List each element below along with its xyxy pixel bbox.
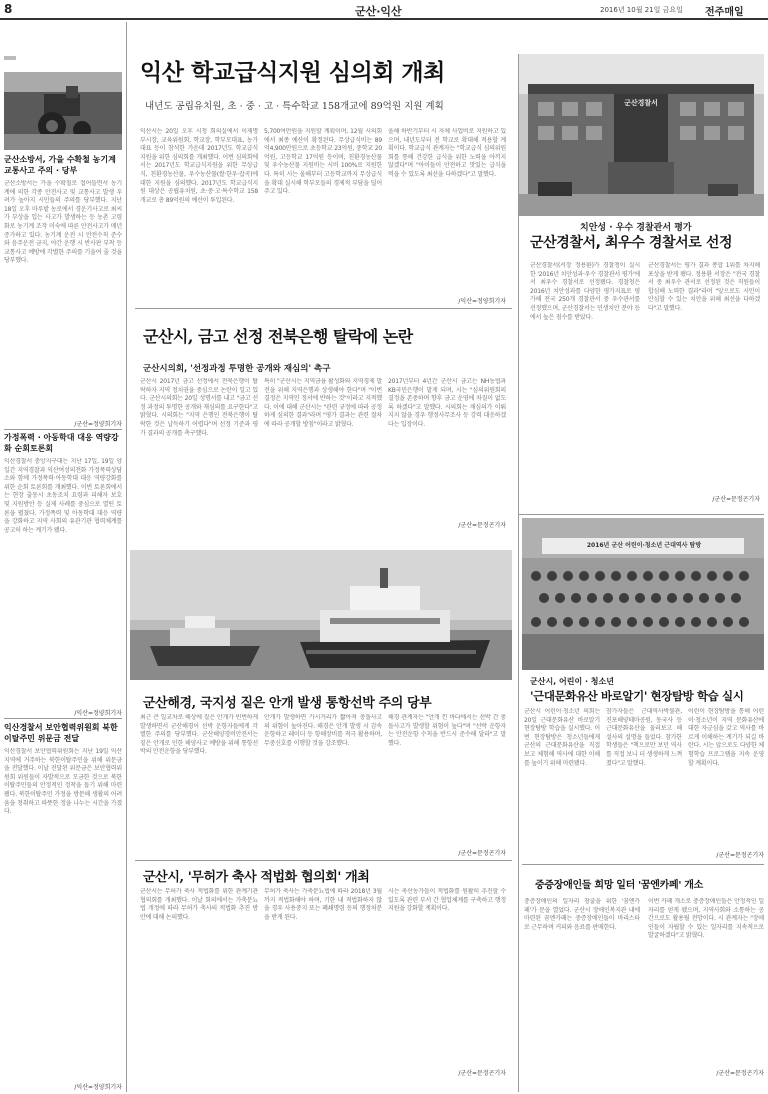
cafe-headline: 중증장애인들 희망 일터 '꿈엔카페' 개소 [535,880,704,891]
police-kicker: 치안성 · 우수 경찰관서 평가 [580,223,692,233]
heritage-divider [522,864,764,865]
lead-body-col3: 올해 하반기부터 시 자체 사업비로 지원하고 있으며, 내년도부터 전 학교로 확대해 적용할 계획이다. 학교급식 관계자는 "학교급식 심의위원회를 통해 건강한 급식을 위한 노력을 아끼지 않겠다"며 "아이들이 안전하고 맛있는 급식을 먹을 수 있도록 최선을 다하겠다"고 말했다. [388,128,506,178]
cafe-byline: /군산=문정곤기자 [716,1070,764,1077]
cattle-byline: /군산=문정곤기자 [458,1070,506,1077]
police-sign-text: 군산경찰서 [624,99,658,107]
lead-body-col2: 5,700여만원을 지원할 계획이며, 12월 시의회에서 최종 예산이 확정된다. 무상급식비는 89억4,900만원으로 초등학교 23억원, 중학교 20억원, 고등학교 17억원 등이며, 친환경농산물 및 우수농산물 지원비는 시비 100%로 지원한다. 특히 시는 올해부터 고등학교까지 무상급식을 확대 실시해 학부모들의 경제적 부담을 덜어주고 있다. [264,128,382,196]
tractor-photo-image [4,72,122,150]
police-body-col1: 군산경찰서(서장 정용환)가 경찰청이 실시한 '2016년 치안성과·우수 경찰관서 평가'에서 최우수 경찰서로 선정됐다. 경찰청은 2016년 치안성과를 다양한 평가지표로 평가해 전국 250개 경찰관서 중 우수관서를 선정했으며, 군산경찰서는 민생치안 분야 등에서 높은 점수를 받았다. [530,262,640,321]
cattle-body-col3: 시는 축산농가들이 적법화를 원활히 추진할 수 있도록 관련 부서 간 협업체계를 구축하고 행정지원을 강화할 계획이다. [388,888,506,913]
sidebar-tractor-photo [4,72,122,150]
lead-byline: /익산=정양희기자 [458,298,506,305]
police-divider [518,514,764,515]
heritage-vertical-rule [518,514,519,1092]
ferry-divider [135,860,512,861]
section-title: 군산·익산 [355,5,402,18]
ship-image [130,550,512,680]
sidebar-body-1: 군산소방서는 가을 수확철로 접어들면서 농기계에 의한 각종 안전사고 및 교통사고 발생 우려가 높아지 시민들의 주의를 당부했다. 지난 18일 오후 마루밭 농로에서 경운기사고로 최씨가 부상을 입는 사고가 발생하는 등 농촌 고령화로 농기계 조작 미숙에 따른 안전사고가 매년 증가하고 있다. 농기계 운전 시 안전수칙 준수와 음주운전 금지, 야간 운행 시 반사판 부착 등 교통사고 예방에 각별한 주의를 기울여 줄 것을 당부했다. [4,180,122,265]
cattle-body-col2: 무허가 축사는 가축분뇨법에 따라 2018년 3월까지 적법화해야 하며, 기한 내 적법화하지 않을 경우 사용중지 또는 폐쇄명령 등의 행정처분을 받게 된다. [264,888,382,921]
heritage-body-col2: 참가자들은 근대역사박물관, 진포해양테마공원, 동국사 등 근대문화유산을 둘러보고 해설사의 설명을 들었다. 참가한 학생들은 "책으로만 보던 역사를 직접 보니 더 생생하게 느껴졌다"고 말했다. [606,708,682,767]
sidebar-body-2: 익산경찰서 중앙지구대는 지난 17일, 19일 양일간 지역경찰과 익산여성의전화 가정폭력상담소와 함께 가정폭력·아동학대 대응 역량강화를 위한 순회 토론회를 개최했다. 이번 토론회에서는 현장 출동시 초동조치 요령과 피해자 보호 및 지원방안 등 실제 사례를 중심으로 열띤 토론을 펼쳤다. 가정폭력 및 아동학대 대응 역량을 강화하고 지역 사회의 유관기관 협력체계를 공고히 하는 계기가 됐다. [4,458,122,534]
sidebar [0,22,123,1094]
coast-guard-ship-photo [130,550,512,680]
police-station-photo [518,54,764,216]
bank-body-col2: 특히 "군산시는 지역금융 활성화와 지역경제 발전을 위해 지역은행과 상생해야 한다"며 "이번 결정은 지역민 정서에 반하는 것"이라고 지적했다. 이에 대해 군산시는 "관련 규정에 따라 공정하게 심의한 결과"라며 "평가 결과는 관련 절차에 따라 공개할 방침"이라고 밝혔다. [264,378,382,428]
sidebar-headline-1: 군산소방서, 가을 수확철 농기계 교통사고 주의 · 당부 [4,155,116,175]
masthead-rule [0,18,768,20]
bank-body-col3: 2017년부터 4년간 군산시 금고는 NH농협과 KB국민은행이 맡게 되며, 시는 "심의위원회의 결정을 존중하며 향후 금고 운영에 차질이 없도록 하겠다"고 말했다. 시의회는 재심의가 이뤄지지 않을 경우 행정사무조사 등 강력 대응하겠다는 입장이다. [388,378,506,428]
sidebar-section-tag [4,56,16,60]
sidebar-headline-2: 가정폭력 · 아동학대 대응 역량강화 순회토론회 [4,433,119,453]
heritage-byline: /군산=문정곤기자 [716,852,764,859]
issue-date: 2016년 10월 21일 금요일 [600,6,683,14]
bank-byline: /군산=문정곤기자 [458,522,506,529]
police-vertical-rule [518,54,519,514]
heritage-kicker: 군산시, 어린이 · 청소년 [530,677,614,686]
cattle-body-col1: 군산시는 무허가 축사 적법화를 위한 관계기관 협의회를 개최했다. 이날 회의에서는 가축분뇨법 개정에 따라 무허가 축사의 적법화 추진 방안에 대해 논의했다. [140,888,258,921]
lead-headline: 익산 학교급식지원 심의회 개최 [140,60,445,86]
police-body-col2: 군산경찰서는 평가 결과 종합 1위를 차지해 포상을 받게 됐다. 정용환 서장은 "전국 경찰서 중 최우수 관서로 선정된 것은 직원들이 합심해 노력한 결과"라며 "앞으로도 시민이 안심할 수 있는 치안을 위해 최선을 다하겠다"고 말했다. [648,262,760,312]
ferry-body-col3: 해경 관계자는 "안개 낀 바다에서는 선박 간 충돌사고가 발생할 위험이 높다"며 "선박 운항자는 안전운항 수칙을 반드시 준수해 달라"고 말했다. [388,714,506,747]
ferry-body-col2: 안개가 발생하면 가시거리가 짧아져 충돌사고의 위험이 높아진다. 해경은 안개 발생 시 감속 운항하고 레이더 등 항해장비를 적극 활용하며, 무중신호를 이행할 것을 강조했다. [264,714,382,747]
bank-body-col1: 군산시 2017년 금고 선정에서 전북은행이 탈락하자 지역 정치권을 중심으로 논란이 일고 있다. 군산시의회는 20일 성명서를 내고 "금고 선정 과정의 투명한 공개와 재심의를 요구한다"고 밝혔다. 시의회는 "지역 은행인 전북은행이 탈락한 것은 납득하기 어렵다"며 선정 기준과 평가 결과의 공개를 촉구했다. [140,378,258,437]
paper-name: 전주매일 [705,7,744,18]
cafe-body-col1: 중증장애인의 일자리 창출을 위한 '꿈엔카페'가 문을 열었다. 군산시 장애인복지관 내에 마련된 꿈엔카페는 중증장애인들이 바리스타로 근무하며 커피와 음료를 판매한다. [524,898,640,931]
bank-headline: 군산시, 금고 선정 전북은행 탈락에 논란 [143,327,413,346]
lead-divider [135,308,512,309]
sidebar-vertical-rule [126,22,127,1092]
heritage-body-col1: 군산시 어린이·청소년 의회는 20일 근대문화유산 바로알기 현장탐방 학습을 실시했다. 이번 현장탐방은 청소년들에게 군산의 근대문화유산을 직접 보고 체험해 역사에 대한 이해를 높이기 위해 마련됐다. [524,708,600,767]
ferry-body-col1: 최근 큰 일교차로 해상에 짙은 안개가 빈번하게 발생하면서 군산해경이 선박 운항자들에게 각별한 주의를 당부했다. 군산해양경비안전서는 짙은 안개로 인한 해양사고 예방을 위해 통항선박의 안전운항을 당부했다. [140,714,258,756]
sidebar-headline-3: 익산경찰서 보안협력위원회 북한이탈주민 위문금 전달 [4,723,118,743]
sidebar-byline-3: /익산=정양희기자 [74,1084,122,1091]
cafe-body-col2: 이번 카페 개소로 중증장애인들은 안정적인 일자리를 얻게 됐으며, 지역사회와 소통하는 공간으로도 활용될 전망이다. 시 관계자는 "장애인들이 자립할 수 있는 일자리를 지속적으로 발굴하겠다"고 밝혔다. [648,898,764,940]
heritage-headline: '근대문화유산 바로알기' 현장탐방 학습 실시 [530,689,744,703]
heritage-group-photo [522,518,764,670]
sidebar-byline-2: /익산=정양희기자 [74,710,122,717]
sidebar-body-3: 익산경찰서 보안협력위원회는 지난 19일 익산지역에 거주하는 북한이탈주민을 위해 위문금을 전달했다. 이날 전달된 위문금은 보안협력위원회 위원들이 자발적으로 모금한 것으로 북한이탈주민들의 안정적인 정착을 돕기 위해 마련됐다. 북한이탈주민 가정을 방문해 생활의 어려움을 청취하고 따뜻한 정을 나누는 시간을 가졌다. [4,748,122,816]
heritage-body-col3: 어린이 현장탐방을 통해 어린이·청소년이 지역 문화유산에 대한 자긍심을 갖고 역사를 바르게 이해하는 계기가 되길 바란다. 시는 앞으로도 다양한 체험학습 프로그램을 지속 운영할 계획이다. [688,708,764,767]
bank-subheadline: 군산시의회, '선정과정 투명한 공개와 재심의' 촉구 [143,364,331,374]
sidebar-divider-2 [4,718,122,719]
cattle-headline: 군산시, '무허가 축사 적법화 협의회' 개최 [143,870,370,885]
heritage-banner-text: 2016년 군산 어린이·청소년 근대역사 탐방 [586,542,702,549]
lead-body-col1: 익산시는 20일 오후 시청 회의실에서 이재명 부시장, 교육위원회, 학교장, 학부모대표, 농가대표 등이 참석한 가운데 2017년도 학교급식지원을 위한 심의회를 개최했다. 이번 심의회에서는 2017년도 학교급식지원을 위한 무상급식, 친환경농산물, 우수농산물(쌀·한우·잡곡)에 대한 지원을 심의했다. 2017년도 학교급식지원 대상은 공립유치원, 초·중·고·특수학교 158개교로 총 89억원의 예산이 투입된다. [140,128,258,204]
police-byline: /군산=문정곤기자 [712,496,760,503]
police-building-image [518,54,764,216]
lead-subheadline: 내년도 공립유치원, 초 · 중 · 고 · 특수학교 158개교에 89억원 지원 계획 [145,101,444,112]
page-number: 8 [4,2,13,16]
police-headline: 군산경찰서, 최우수 경찰서로 선정 [530,235,733,251]
ferry-byline: /군산=문정곤기자 [458,850,506,857]
sidebar-divider-1 [4,429,122,430]
ferry-headline: 군산해경, 국지성 짙은 안개 발생 통항선박 주의 당부 [143,696,432,711]
sidebar-byline-1: /군산=정양희기자 [74,421,122,428]
